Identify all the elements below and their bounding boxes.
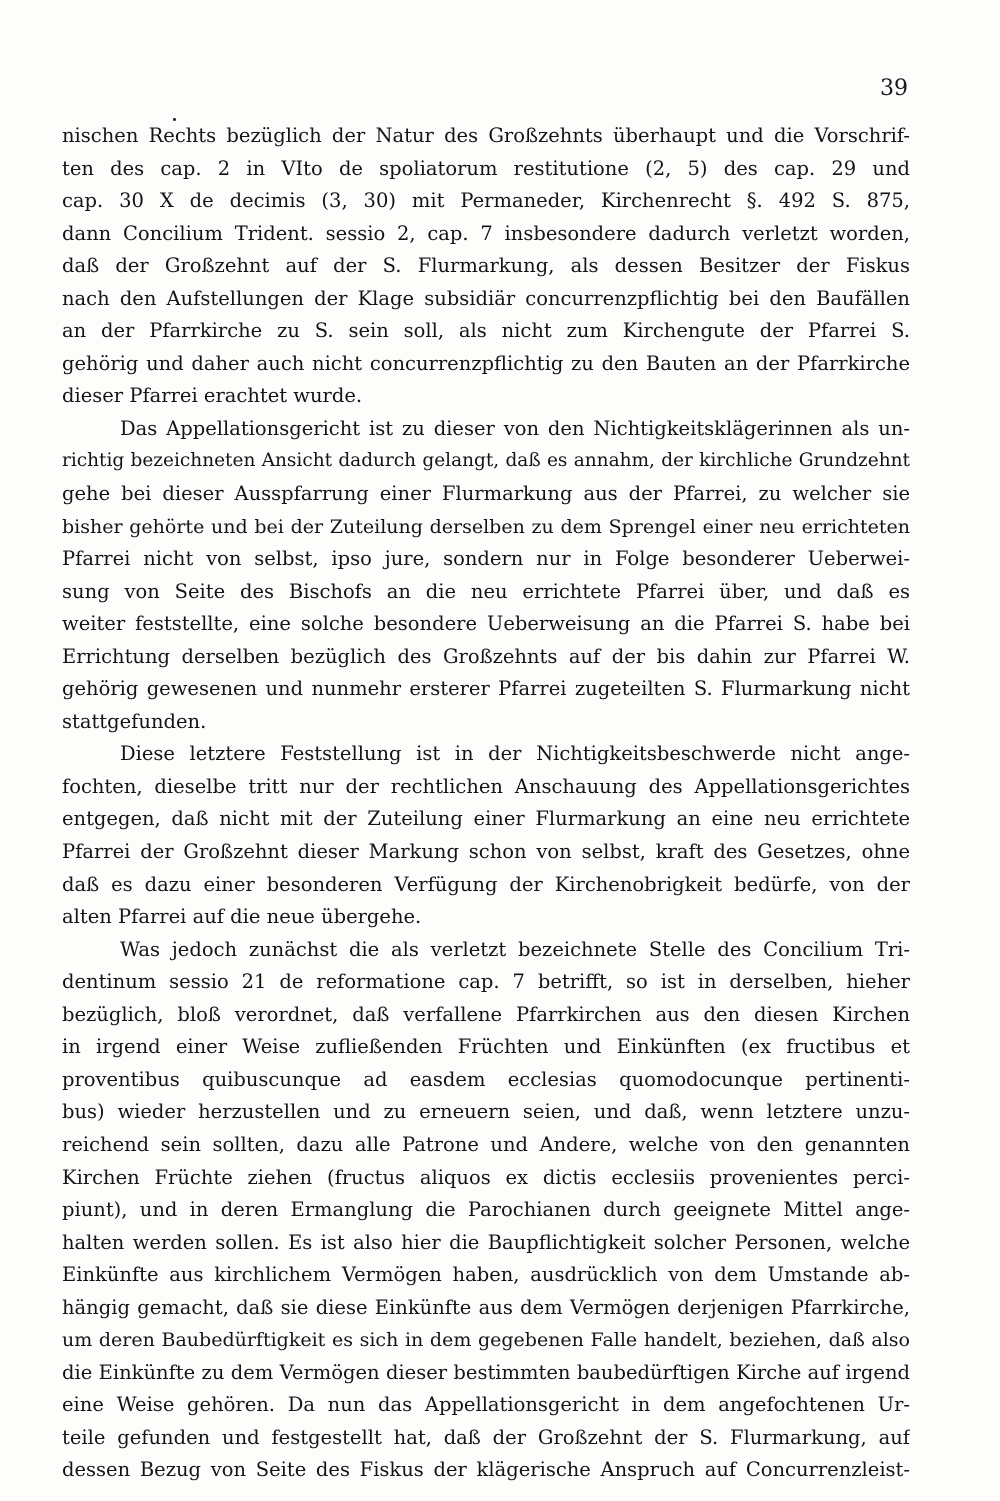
text-line: Pfarrei nicht von selbst, ipso jure, sondern nur in Folge besonderer Ueberwei-: [62, 547, 910, 571]
text-line: dieser Pfarrei erachtet wurde.: [62, 384, 363, 408]
text-line: gehörig gewesenen und nunmehr ersterer Pfarrei zugeteilten S. Flurmarkung nicht: [62, 677, 910, 701]
text-line: piunt), und in deren Ermanglung die Parochianen durch geeignete Mittel ange-: [62, 1198, 910, 1222]
text-line: bisher gehörte und bei der Zuteilung derselben zu dem Sprengel einer neu errichteten: [62, 515, 910, 538]
text-line: halten werden sollen. Es ist also hier die Baupflichtigkeit solcher Personen, welche: [62, 1230, 910, 1254]
text-line: eine Weise gehören. Da nun das Appellationsgericht in dem angefochtenen Ur-: [62, 1393, 910, 1417]
paragraph-start-line: Das Appellationsgericht ist zu dieser von den Nichtigkeitsklägerinnen als un-: [120, 416, 910, 440]
text-line: nach den Aufstellungen der Klage subsidiär concurrenzpflichtig bei den Baufällen: [62, 286, 910, 310]
paragraph-start-line: Diese letztere Feststellung ist in der Nichtigkeitsbeschwerde nicht ange-: [120, 742, 910, 766]
text-line: entgegen, daß nicht mit der Zuteilung einer Flurmarkung an eine neu errichtete: [62, 807, 910, 831]
text-line: daß der Großzehnt auf der S. Flurmarkung, als dessen Besitzer der Fiskus: [62, 254, 910, 278]
text-line: fochten, dieselbe tritt nur der rechtlichen Anschauung des Appellationsgerichtes: [62, 774, 910, 798]
text-line: richtig bezeichneten Ansicht dadurch gelangt, daß es annahm, der kirchliche Grundzehnt: [62, 450, 910, 472]
text-line: Errichtung derselben bezüglich des Großzehnts auf der bis dahin zur Pfarrei W.: [62, 644, 910, 668]
text-line: daß es dazu einer besonderen Verfügung der Kirchenobrigkeit bedürfe, von der: [62, 872, 910, 896]
text-line: um deren Baubedürftigkeit es sich in dem gegebenen Falle handelt, beziehen, daß also: [62, 1329, 910, 1352]
text-line: reichend sein sollten, dazu alle Patrone und Andere, welche von den genannten: [62, 1132, 910, 1156]
text-line: alten Pfarrei auf die neue übergehe.: [62, 905, 422, 929]
page-number: 39: [880, 76, 908, 101]
text-line: stattgefunden.: [62, 709, 207, 733]
text-line: hängig gemacht, daß sie diese Einkünfte aus dem Vermögen derjenigen Pfarrkirche,: [62, 1295, 910, 1319]
text-line: proventibus quibuscunque ad easdem ecclesias quomodocunque pertinenti-: [62, 1067, 910, 1091]
text-line: dann Concilium Trident. sessio 2, cap. 7 insbesondere dadurch verletzt worden,: [62, 221, 910, 245]
text-line: sung von Seite des Bischofs an die neu errichtete Pfarrei über, und daß es: [62, 579, 910, 603]
text-line: die Einkünfte zu dem Vermögen dieser bestimmten baubedürftigen Kirche auf irgend: [62, 1360, 910, 1384]
body-text: [62, 120, 910, 1487]
text-line: bus) wieder herzustellen und zu erneuern seien, und daß, wenn letztere unzu-: [62, 1100, 910, 1124]
text-line: gehe bei dieser Ausspfarrung einer Flurmarkung aus der Pfarrei, zu welcher sie: [62, 482, 910, 506]
text-line: an der Pfarrkirche zu S. sein soll, als nicht zum Kirchengute der Pfarrei S.: [62, 319, 910, 343]
paragraph-start-line: Was jedoch zunächst die als verletzt bezeichnete Stelle des Concilium Tri-: [120, 937, 910, 961]
text-line: ten des cap. 2 in VIto de spoliatorum restitutione (2, 5) des cap. 29 und: [62, 156, 910, 180]
text-line: Einkünfte aus kirchlichem Vermögen haben, ausdrücklich von dem Umstande ab-: [62, 1263, 910, 1287]
text-line: dessen Bezug von Seite des Fiskus der klägerische Anspruch auf Concurrenzleist-: [62, 1458, 910, 1482]
text-line: dentinum sessio 21 de reformatione cap. 7 betrifft, so ist in derselben, hieher: [62, 970, 910, 994]
text-line: Kirchen Früchte ziehen (fructus aliquos ex dictis ecclesiis provenientes perci-: [62, 1165, 910, 1189]
text-line: weiter feststellte, eine solche besondere Ueberweisung an die Pfarrei S. habe bei: [62, 612, 910, 636]
text-line: Pfarrei der Großzehnt dieser Markung schon von selbst, kraft des Gesetzes, ohne: [62, 840, 910, 864]
text-line: teile gefunden und festgestellt hat, daß der Großzehnt der S. Flurmarkung, auf: [62, 1425, 910, 1449]
text-line: nischen Rechts bezüglich der Natur des Großzehnts überhaupt und die Vorschrif-: [62, 124, 910, 147]
text-line: in irgend einer Weise zufließenden Früchten und Einkünften (ex fructibus et: [62, 1035, 910, 1059]
text-line: cap. 30 X de decimis (3, 30) mit Permaneder, Kirchenrecht §. 492 S. 875,: [62, 189, 910, 213]
text-line: bezüglich, bloß verordnet, daß verfallene Pfarrkirchen aus den diesen Kirchen: [62, 1002, 910, 1026]
text-line: gehörig und daher auch nicht concurrenzpflichtig zu den Bauten an der Pfarrkirche: [62, 351, 910, 375]
